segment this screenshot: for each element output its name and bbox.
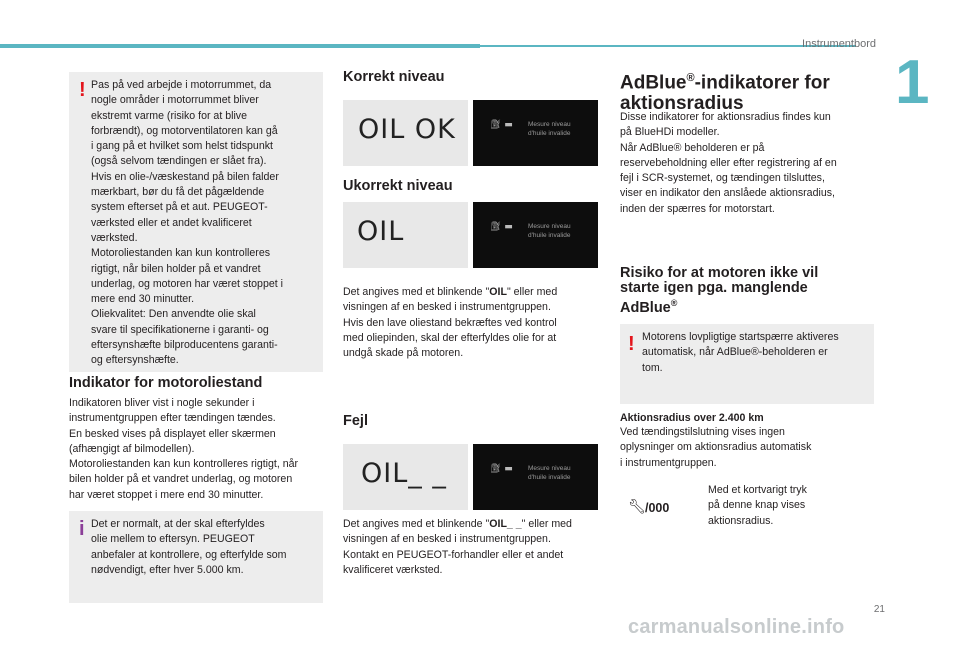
info-icon: i [79, 518, 85, 540]
adblue-text: Disse indikatorer for aktionsradius findes kun på BlueHDi modeller. Når AdBlue® beholderen er på reservebeholdning eller efter registrering af en fejl i SCR-systemet, og tændingen tilsluttes, viser en indikator den anslåede aktionsradius, inden der spærres for motorstart. [620, 111, 837, 215]
range-button[interactable] [628, 500, 696, 518]
risk-warning-text: Motorens lovpligtige startspærre aktiveres automatisk, når AdBlue®-beholderen er tom. [642, 331, 839, 374]
adblue-heading-part: aktionsradius [620, 93, 744, 115]
running-title: Instrumentbord [802, 38, 876, 50]
oil-indicator-text: Indikatoren bliver vist i nogle sekunder i instrumentgruppen efter tændingen tændes. En besked vises på displayet eller skærmen (afhængigt af bilmodellen). Motoroliestanden kan kun kontrolleres rigtigt, når bilen holder på et vandret underlag, og motoren har været stoppet i mere end 30 minutter. [69, 397, 299, 501]
registered-mark: ® [686, 72, 695, 84]
oil-fault-display-text: OIL_ _ [361, 458, 447, 489]
risk-heading [620, 266, 870, 316]
exclamation-icon: ! [628, 333, 635, 355]
oil-indicator-heading: Indikator for motoroliestand [69, 375, 263, 391]
info-box [69, 511, 323, 603]
oil-low-screen [473, 202, 598, 268]
adblue-heading-part: -indikatorer for [694, 72, 830, 94]
fault-description [343, 517, 605, 578]
watermark: carmanualsonline.info [628, 616, 845, 638]
desc-text: " eller med visningen af en besked i instrumentgruppen. Hvis den lave oliestand bekræftes ved kontrol med oliepinden, skal der efterfyldes olie for at undgå skade på motoren. [343, 286, 558, 360]
desc-bold: OIL_ _ [489, 518, 522, 530]
oil-ok-screen [473, 100, 598, 166]
adblue-heading-part: AdBlue [620, 72, 687, 94]
incorrect-level-heading: Ukorrekt niveau [343, 178, 453, 194]
desc-bold: OIL [489, 286, 507, 298]
registered-mark: ® [670, 298, 678, 308]
incorrect-level-description [343, 285, 605, 361]
warning-box [69, 72, 323, 372]
oil-low-display-text: OIL [357, 216, 405, 247]
oil-fault-screen-message: Mesure niveau d'huile invalide [528, 465, 571, 481]
exclamation-icon: ! [79, 79, 86, 101]
desc-text: Det angives med et blinkende " [343, 518, 490, 530]
correct-level-heading: Korrekt niveau [343, 69, 445, 85]
warning-text: Pas på ved arbejde i motorrummet, da nogle områder i motorrummet bliver ekstremt varme (risiko for at blive forbrændt), og motorventilatoren kan gå i gang på et hvilket som helst tidspunkt (også selvom tændingen er slået fra). Hvis en olie-/væskestand på bilen falder mærkbart, bør du få det pågældende system efterset på et aut. PEUGEOT- værksted eller et andet kvalificeret værksted. Motoroliestanden kan kun kontrolleres rigtigt, når bilen holder på et vandret underlag, og motoren har været stoppet i mere end 30 minutter. Oliekvalitet: Den anvendte olie skal svare til specifikationerne i garanti- og eftersynshæfte bilproducentens garanti- og eftersynshæfte. [91, 79, 283, 367]
risk-warning-box [620, 324, 874, 404]
oil-ok-screen-message: Mesure niveau d'huile invalide [528, 121, 571, 137]
wrench-icon: 🔧︎ [628, 498, 646, 514]
risk-heading-text: Risiko for at motoren ikke vil starte igen pga. manglende AdBlue [620, 265, 819, 316]
oil-can-icon: ⛽︎ ▬ [490, 120, 513, 130]
range-button-description: Med et kortvarigt tryk på denne knap vises aktionsradius. [708, 484, 807, 527]
range-button-text: /000 [645, 501, 670, 515]
info-text: Det er normalt, at der skal efterfyldes olie mellem to eftersyn. PEUGEOT anbefaler at kontrollere, og efterfylde som nødvendigt, efter hver 5.000 km. [91, 518, 287, 576]
oil-ok-display-text: OIL OK [358, 114, 456, 145]
oil-can-icon: ⛽︎ ▬ [490, 222, 513, 232]
page-number: 21 [873, 604, 885, 615]
header-accent-bar [0, 44, 480, 48]
oil-low-display [343, 202, 468, 268]
range-subheading: Aktionsradius over 2.400 km [620, 412, 764, 424]
desc-text: " eller med visningen af en besked i instrumentgruppen. Kontakt en PEUGEOT-forhandler eller et andet kvalificeret værksted. [343, 518, 572, 576]
chapter-number: 1 [895, 48, 930, 117]
oil-can-icon: ⛽︎ ▬ [490, 464, 513, 474]
oil-low-screen-message: Mesure niveau d'huile invalide [528, 223, 571, 239]
desc-text: Det angives med et blinkende " [343, 286, 490, 298]
oil-fault-display [343, 444, 468, 510]
adblue-heading [620, 68, 870, 114]
range-text: Ved tændingstilslutning vises ingen oplysninger om aktionsradius automatisk i instrumentgruppen. [620, 426, 812, 469]
fault-heading: Fejl [343, 413, 368, 429]
oil-ok-display [343, 100, 468, 166]
oil-fault-screen [473, 444, 598, 510]
